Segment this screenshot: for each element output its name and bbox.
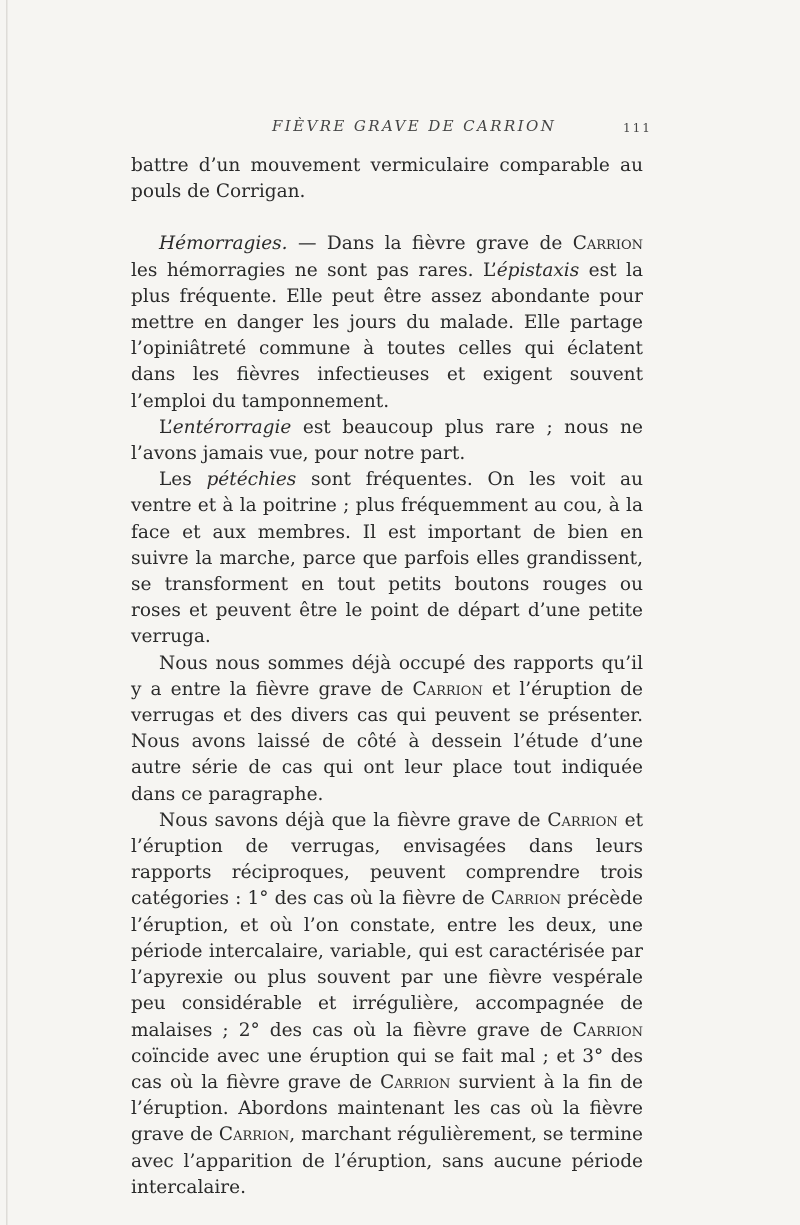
term-epistaxis: épistaxis xyxy=(496,259,580,281)
author-name: Carrion xyxy=(218,1124,290,1146)
author-name: Carrion xyxy=(572,1019,643,1041)
term-enterorragie: entérorragie xyxy=(172,416,292,438)
paragraph-enterorragie: L’entérorragie est beaucoup plus rare ; nous ne l’avons jamais vue, pour notre part. xyxy=(131,416,643,465)
paragraph-rapports: Nous nous sommes déjà occupé des rapports qu’il y a entre la fièvre grave de Carrion et l’éruption de verrugas et des divers cas qui peuvent se présenter. Nous avons laissé de côté à dessein l’étude d’une autre série de cas qui ont leur place tout indiquée dans ce paragraphe. xyxy=(131,652,643,805)
author-name: Carrion xyxy=(572,233,643,255)
term-petechies: pétéchies xyxy=(206,469,297,491)
page-edge-shadow xyxy=(6,0,8,1225)
running-head: FIÈVRE GRAVE DE CARRION xyxy=(272,117,557,135)
paragraph-categories: Nous savons déjà que la fièvre grave de Carrion et l’éruption de verrugas, envisagées dans leurs rapports réciproques, peuvent comprendre trois catégories : 1° des cas où la fièvre de Carrion précède l’éruption, et où l’on constate, entre les deux, une période intercalaire, variable, qui est caractérisée par l’apyrexie ou plus souvent par une fièvre vespérale peu considérable et irrégulière, accompagnée de malaises ; 2° des cas où la fièvre grave de Carrion coïncide avec une éruption qui se fait mal ; et 3° des cas où la fièvre grave de Carrion survient à la fin de l’éruption. Abordons maintenant les cas où la fièvre grave de Carrion, marchant régulièrement, se termine avec l’apparition de l’éruption, sans aucune période intercalaire. xyxy=(131,809,644,1198)
paragraph-petechies: Les pétéchies sont fréquentes. On les voit au ventre et à la poitrine ; plus fréquemment au cou, à la face et aux membres. Il est important de bien en suivre la marche, parce que parfois elles grandissent, se transforment en tout petits boutons rouges ou roses et peuvent être le point de départ d’une petite verruga. xyxy=(131,469,644,648)
paragraph-text: battre d’un mouvement vermiculaire comparable au pouls de Corrigan. xyxy=(131,155,643,203)
page-number: 111 xyxy=(623,121,652,135)
paragraph-continuation xyxy=(131,153,643,205)
author-name: Carrion xyxy=(412,678,483,700)
author-name: Carrion xyxy=(490,888,562,910)
author-name: Carrion xyxy=(547,809,618,831)
body-text xyxy=(131,153,643,1201)
section-heading: Hémorragies. xyxy=(159,233,288,255)
paragraph-hemorragies: Hémorragies. — Dans la fièvre grave de Carrion les hémorragies ne sont pas rares. L’épistaxis est la plus fréquente. Elle peut être assez abondante pour mettre en danger les jours du malade. Elle partage l’opiniâtreté commune à toutes celles qui éclatent dans les fièvres infectieuses et exigent souvent l’emploi du tamponnement. xyxy=(131,233,643,412)
author-name: Carrion xyxy=(380,1071,451,1093)
